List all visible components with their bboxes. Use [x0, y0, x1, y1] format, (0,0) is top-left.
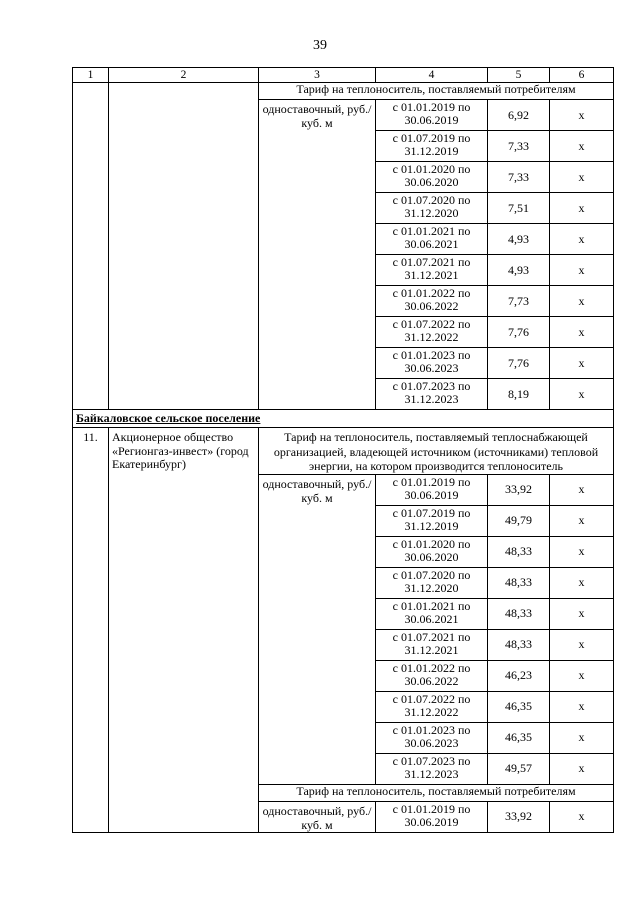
page-number: 39 [313, 38, 327, 53]
col6-cell: x [550, 567, 614, 598]
tariff-value: 4,93 [488, 255, 550, 286]
col6-cell: x [550, 379, 614, 410]
period-cell: с 01.01.2019 по 30.06.2019 [376, 100, 488, 131]
tariff-value: 48,33 [488, 567, 550, 598]
col6-cell: x [550, 505, 614, 536]
tariff-value: 7,76 [488, 348, 550, 379]
tariff-value: 7,33 [488, 131, 550, 162]
tariff-value: 6,92 [488, 100, 550, 131]
tariff-value: 4,93 [488, 224, 550, 255]
col6-cell: x [550, 100, 614, 131]
period-cell: с 01.07.2023 по 31.12.2023 [376, 379, 488, 410]
period-cell: с 01.01.2020 по 30.06.2020 [376, 162, 488, 193]
header-cell: 1 [73, 68, 109, 83]
tariff-value: 49,57 [488, 753, 550, 784]
organization-cell [109, 83, 259, 410]
tariff-type: одноставочный, руб./куб. м [259, 801, 376, 832]
period-cell: с 01.07.2021 по 31.12.2021 [376, 629, 488, 660]
col6-cell: x [550, 536, 614, 567]
header-cell: 6 [550, 68, 614, 83]
period-cell: с 01.01.2021 по 30.06.2021 [376, 224, 488, 255]
tariff-value: 7,51 [488, 193, 550, 224]
tariff-table-body [73, 68, 614, 833]
tariff-value: 46,23 [488, 660, 550, 691]
period-cell: с 01.07.2020 по 31.12.2020 [376, 567, 488, 598]
tariff-value: 8,19 [488, 379, 550, 410]
header-cell: 5 [488, 68, 550, 83]
col6-cell: x [550, 224, 614, 255]
col6-cell: x [550, 131, 614, 162]
period-cell: с 01.01.2023 по 30.06.2023 [376, 348, 488, 379]
period-cell: с 01.07.2021 по 31.12.2021 [376, 255, 488, 286]
section-row [73, 410, 614, 428]
period-cell: с 01.01.2022 по 30.06.2022 [376, 660, 488, 691]
tariff-title: Тариф на теплоноситель, поставляемый потребителям [259, 784, 614, 801]
col6-cell: x [550, 660, 614, 691]
tariff-type: одноставочный, руб./куб. м [259, 474, 376, 784]
period-cell: с 01.07.2019 по 31.12.2019 [376, 131, 488, 162]
period-cell: с 01.01.2022 по 30.06.2022 [376, 286, 488, 317]
tariff-table [72, 67, 614, 833]
section-title: Байкаловское сельское поселение [73, 410, 614, 428]
period-cell: с 01.07.2020 по 31.12.2020 [376, 193, 488, 224]
period-cell: с 01.07.2022 по 31.12.2022 [376, 317, 488, 348]
tariff-value: 49,79 [488, 505, 550, 536]
tariff-title-row [73, 428, 614, 475]
tariff-value: 7,33 [488, 162, 550, 193]
period-cell: с 01.07.2019 по 31.12.2019 [376, 505, 488, 536]
period-cell: с 01.07.2022 по 31.12.2022 [376, 691, 488, 722]
period-cell: с 01.01.2020 по 30.06.2020 [376, 536, 488, 567]
tariff-value: 33,92 [488, 474, 550, 505]
tariff-value: 48,33 [488, 629, 550, 660]
col6-cell: x [550, 598, 614, 629]
organization-name: Акционерное общество «Регионгаз-инвест» (город Екатеринбург) [109, 428, 259, 833]
col6-cell: x [550, 193, 614, 224]
tariff-title-row [73, 83, 614, 100]
tariff-type: одноставочный, руб./куб. м [259, 100, 376, 410]
col6-cell: x [550, 753, 614, 784]
tariff-value: 48,33 [488, 536, 550, 567]
number-cell [73, 83, 109, 410]
tariff-value: 46,35 [488, 722, 550, 753]
period-cell: с 01.01.2021 по 30.06.2021 [376, 598, 488, 629]
tariff-value: 33,92 [488, 801, 550, 832]
col6-cell: x [550, 722, 614, 753]
period-cell: с 01.01.2019 по 30.06.2019 [376, 801, 488, 832]
col6-cell: x [550, 317, 614, 348]
col6-cell: x [550, 162, 614, 193]
tariff-value: 48,33 [488, 598, 550, 629]
col6-cell: x [550, 801, 614, 832]
period-cell: с 01.01.2023 по 30.06.2023 [376, 722, 488, 753]
col6-cell: x [550, 474, 614, 505]
period-cell: с 01.01.2019 по 30.06.2019 [376, 474, 488, 505]
col6-cell: x [550, 629, 614, 660]
tariff-title: Тариф на теплоноситель, поставляемый потребителям [259, 83, 614, 100]
header-row [73, 68, 614, 83]
tariff-value: 46,35 [488, 691, 550, 722]
header-cell: 4 [376, 68, 488, 83]
entry-number: 11. [73, 428, 109, 833]
col6-cell: x [550, 255, 614, 286]
tariff-title: Тариф на теплоноситель, поставляемый теплоснабжающей организацией, владеющей источником (источниками) тепловой энергии, на котором производится теплоноситель [259, 428, 614, 475]
header-cell: 2 [109, 68, 259, 83]
tariff-value: 7,76 [488, 317, 550, 348]
col6-cell: x [550, 691, 614, 722]
col6-cell: x [550, 348, 614, 379]
period-cell: с 01.07.2023 по 31.12.2023 [376, 753, 488, 784]
col6-cell: x [550, 286, 614, 317]
tariff-value: 7,73 [488, 286, 550, 317]
header-cell: 3 [259, 68, 376, 83]
